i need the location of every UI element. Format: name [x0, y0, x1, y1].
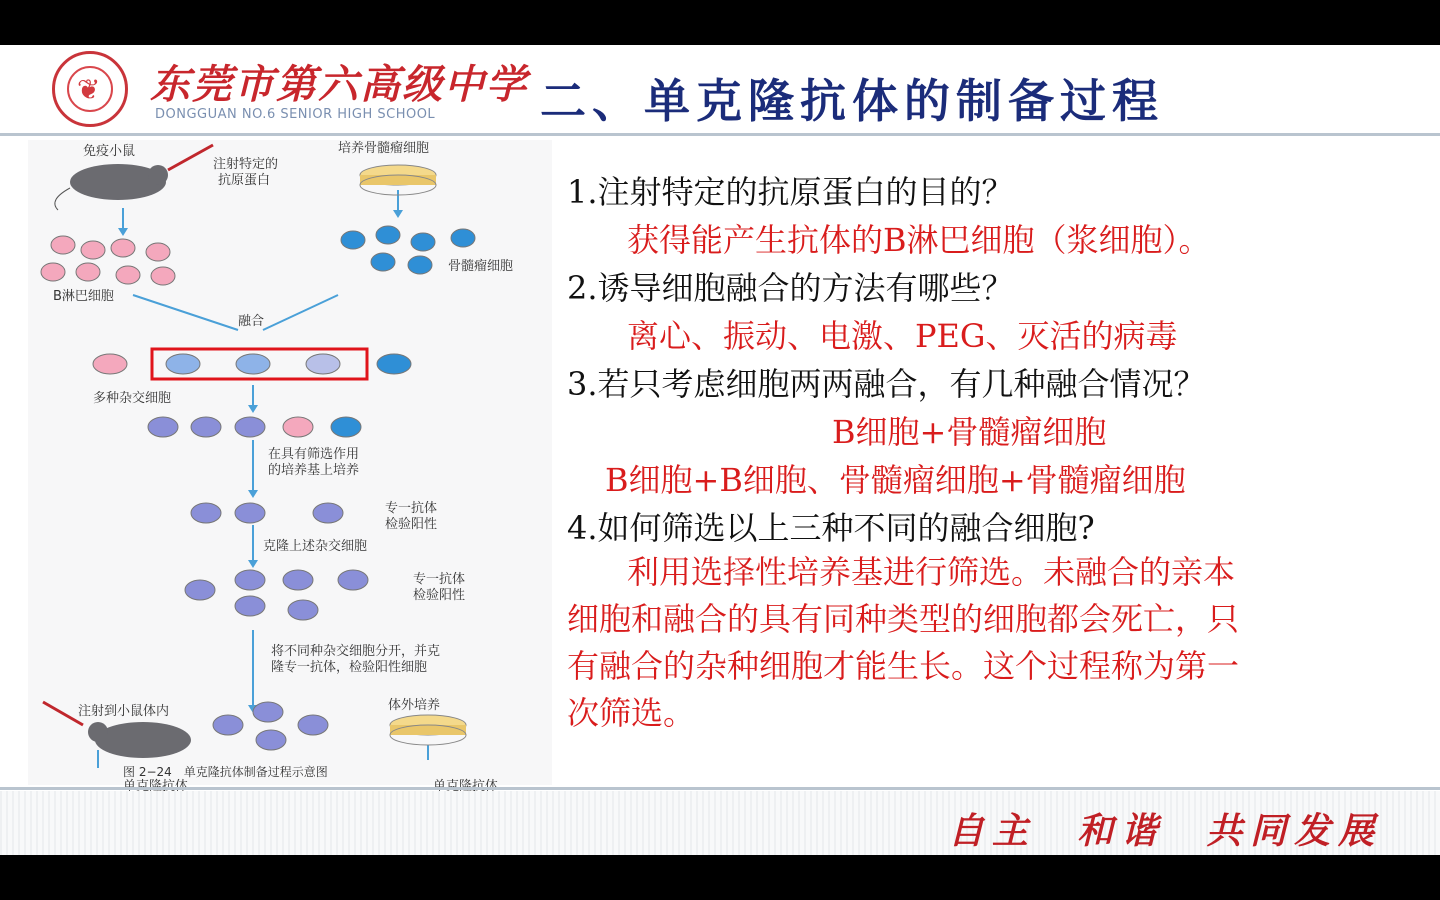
slide-title: 二、单克隆抗体的制备过程: [540, 74, 1164, 128]
b-cells: [41, 236, 175, 285]
label-myeloma: 骨髓瘤细胞: [448, 259, 514, 274]
label-selective-1: 在具有筛选作用: [268, 447, 360, 462]
label-in-vitro: 体外培养: [388, 698, 441, 713]
label-immune-mouse: 免疫小鼠: [83, 144, 136, 159]
answer-3a: B细胞+骨髓瘤细胞: [832, 413, 1107, 451]
school-name-cn: 东莞市第六高级中学: [150, 61, 528, 108]
label-inject-mouse: 注射到小鼠体内: [78, 704, 170, 719]
answer-4-line: 有融合的杂种细胞才能生长。这个过程称为第一: [567, 647, 1240, 685]
selected-cells: [191, 503, 343, 523]
label-separate-1: 将不同种杂交细胞分开，并克: [271, 644, 441, 659]
flow-arrows: [98, 190, 428, 768]
header-divider: [0, 133, 1440, 136]
answer-1: 获得能产生抗体的B淋巴细胞（浆细胞）。: [627, 221, 1211, 259]
label-positive-2a: 专一抗体: [413, 572, 466, 587]
label-positive-2b: 检验阳性: [413, 588, 466, 603]
label-inject-2: 抗原蛋白: [218, 173, 271, 188]
cloned-cells: [185, 570, 368, 620]
process-figure: [28, 140, 552, 785]
answer-2: 离心、振动、电激、PEG、灭活的病毒: [627, 317, 1178, 355]
footer-divider: [0, 787, 1440, 790]
label-positive-1b: 检验阳性: [385, 517, 438, 532]
question-2: 2.诱导细胞融合的方法有哪些？: [567, 269, 1014, 307]
in-vitro-dish-icon: [390, 715, 466, 745]
slide: [0, 45, 1440, 855]
label-hybrid-cells: 多种杂交细胞: [93, 391, 172, 406]
question-1: 1.注射特定的抗原蛋白的目的？: [567, 173, 1014, 211]
answer-4-line: 次筛选。: [567, 694, 696, 732]
question-3: 3.若只考虑细胞两两融合，有几种融合情况？: [567, 365, 1206, 403]
question-4: 4.如何筛选以上三种不同的融合细胞?: [567, 509, 1095, 547]
hybridoma-cells: [213, 702, 328, 750]
school-motto: 自主 和谐 共同发展: [948, 810, 1383, 852]
fused-cell-pairs: [93, 354, 411, 374]
answer-3b: B细胞+B细胞、骨髓瘤细胞+骨髓瘤细胞: [605, 461, 1186, 499]
label-fusion: 融合: [238, 314, 265, 329]
label-culture-myeloma: 培养骨髓瘤细胞: [338, 141, 430, 156]
label-clone: 克隆上述杂交细胞: [263, 539, 368, 554]
school-logo: ❦: [52, 51, 128, 127]
answer-4: [567, 549, 1417, 737]
answer-4-line: 细胞和融合的具有同种类型的细胞都会死亡，只: [567, 600, 1240, 638]
answer-4-line: 利用选择性培养基进行筛选。未融合的亲本: [627, 553, 1236, 591]
label-b-cell: B淋巴细胞: [53, 289, 114, 304]
label-positive-1a: 专一抗体: [385, 501, 438, 516]
school-name-en: DONGGUAN NO.6 SENIOR HIGH SCHOOL: [155, 107, 436, 122]
label-selective-2: 的培养基上培养: [268, 463, 360, 478]
label-separate-2: 隆专一抗体，检验阳性细胞: [271, 660, 428, 675]
label-caption: 图 2−24 单克隆抗体制备过程示意图: [123, 765, 328, 779]
hybrid-cells: [148, 417, 361, 437]
label-inject-1: 注射特定的: [213, 157, 279, 172]
